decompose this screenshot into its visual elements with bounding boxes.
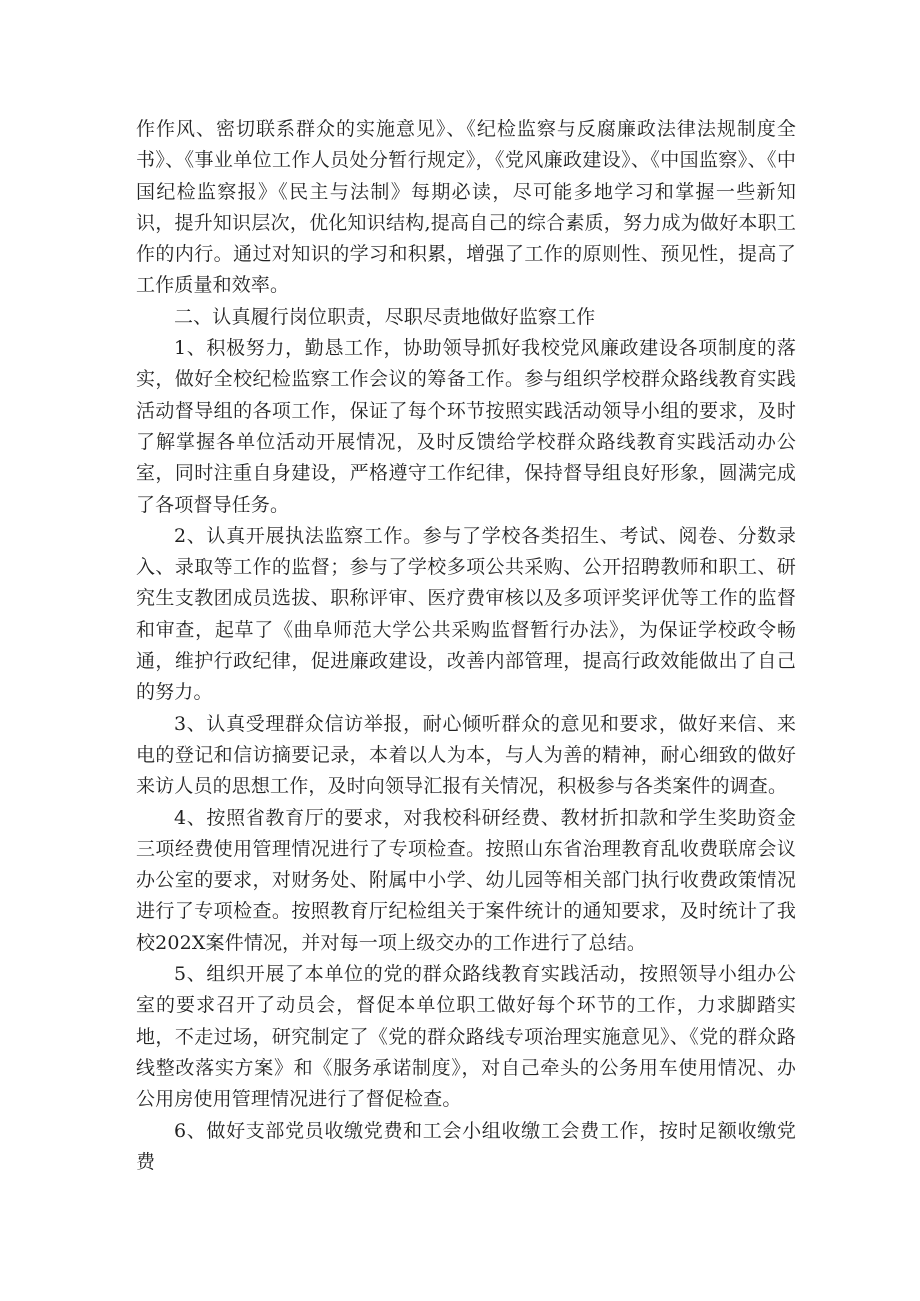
document-body <box>136 114 796 1178</box>
paragraph-item-3: 3、认真受理群众信访举报，耐心倾听群众的意见和要求，做好来信、来电的登记和信访摘要记录，本着以人为本，与人为善的精神，耐心细致的做好来访人员的思想工作，及时向领导汇报有关情况，积极参与各类案件的调查。 <box>136 712 796 798</box>
paragraph-item-2: 2、认真开展执法监察工作。参与了学校各类招生、考试、阅卷、分数录入、录取等工作的监督；参与了学校多项公共采购、公开招聘教师和职工、研究生支教团成员选拔、职称评审、医疗费审核以及多项评奖评优等工作的监督和审查，起草了《曲阜师范大学公共采购监督暂行办法》，为保证学校政令畅通，维护行政纪律，促进廉政建设，改善内部管理，提高行政效能做出了自己的努力。 <box>136 524 796 704</box>
paragraph-item-6: 6、做好支部党员收缴党费和工会小组收缴工会费工作，按时足额收缴党费 <box>136 1119 796 1173</box>
paragraph-item-1: 1、积极努力，勤恳工作，协助领导抓好我校党风廉政建设各项制度的落实，做好全校纪检监察工作会议的筹备工作。参与组织学校群众路线教育实践活动督导组的各项工作，保证了每个环节按照实践活动领导小组的要求，及时了解掌握各单位活动开展情况，及时反馈给学校群众路线教育实践活动办公室，同时注重自身建设，严格遵守工作纪律，保持督导组良好形象，圆满完成了各项督导任务。 <box>136 337 796 516</box>
paragraph-item-4: 4、按照省教育厅的要求，对我校科研经费、教材折扣款和学生奖助资金三项经费使用管理情况进行了专项检查。按照山东省治理教育乱收费联席会议办公室的要求，对财务处、附属中小学、幼儿园等相关部门执行收费政策情况进行了专项检查。按照教育厅纪检组关于案件统计的通知要求，及时统计了我校202X案件情况，并对每一项上级交办的工作进行了总结。 <box>136 806 796 954</box>
paragraph-continued-study: 作作风、密切联系群众的实施意见》、《纪检监察与反腐廉政法律法规制度全书》、《事业单位工作人员处分暂行规定》，《党风廉政建设》、《中国监察》、《中国纪检监察报》《民主与法制》每期必读，尽可能多地学习和掌握一些新知识，提升知识层次，优化知识结构,提高自己的综合素质，努力成为做好本职工作的内行。通过对知识的学习和积累，增强了工作的原则性、预见性，提高了工作质量和效率。 <box>136 118 796 297</box>
paragraph-item-5: 5、组织开展了本单位的党的群众路线教育实践活动，按照领导小组办公室的要求召开了动员会，督促本单位职工做好每个环节的工作，力求脚踏实地，不走过场，研究制定了《党的群众路线专项治理实施意见》、《党的群众路线整改落实方案》和《服务承诺制度》，对自己牵头的公务用车使用情况、办公用房使用管理情况进行了督促检查。 <box>136 963 796 1111</box>
section-heading-duties: 二、认真履行岗位职责，尽职尽责地做好监察工作 <box>174 305 596 328</box>
